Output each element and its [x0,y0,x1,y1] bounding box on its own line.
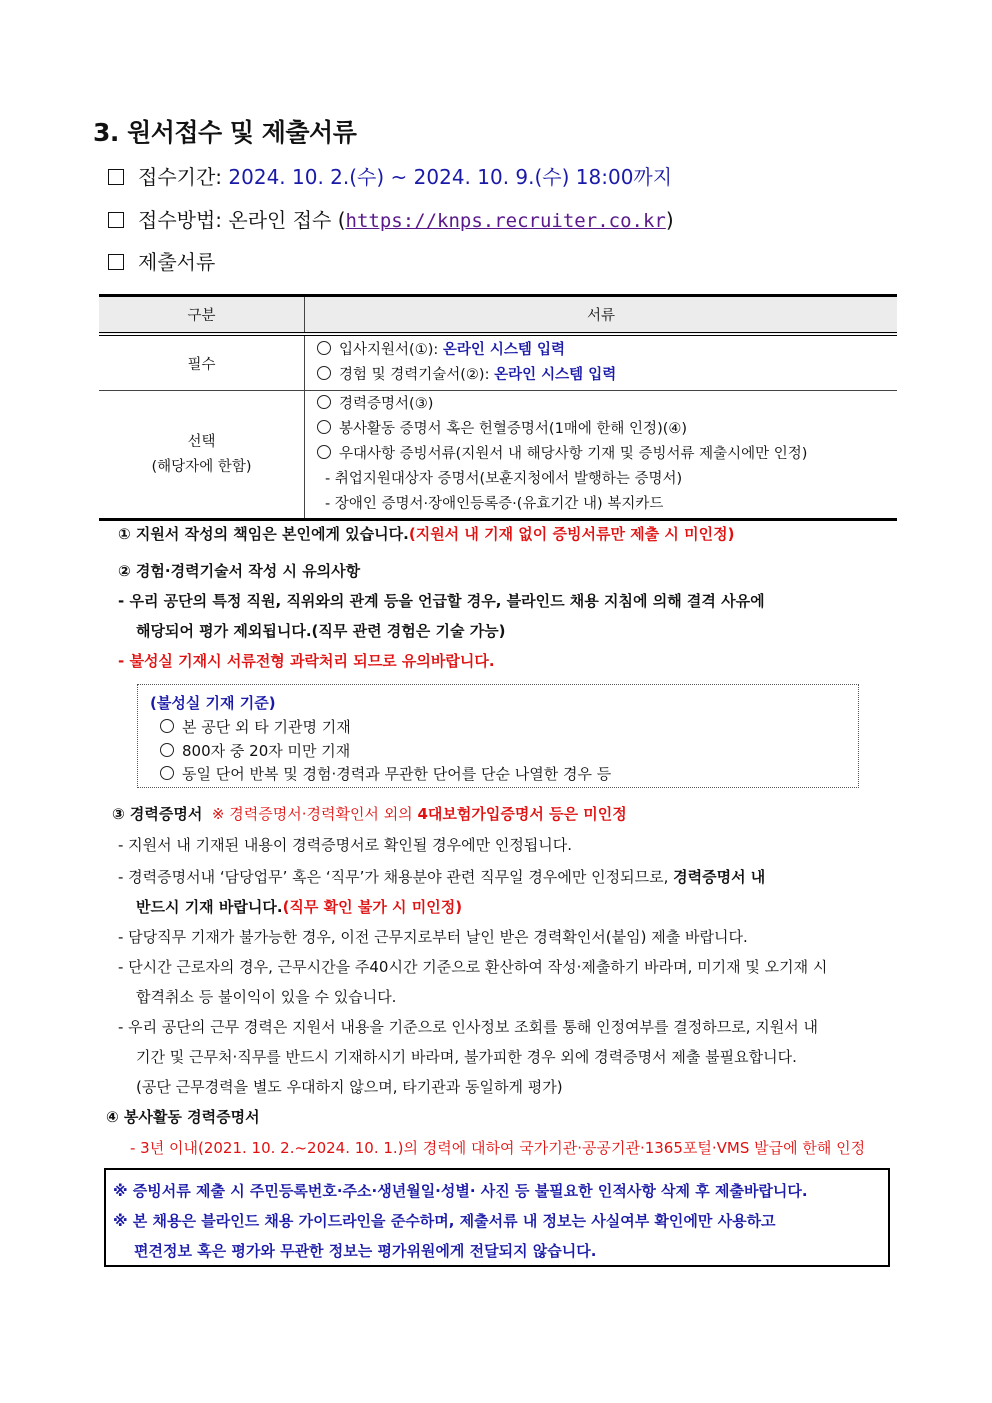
doc-subitem: - 취업지원대상자 증명서(보훈지청에서 발행하는 증명서) [325,471,683,487]
note-4-line: - 3년 이내(2021. 10. 2.~2024. 10. 1.)의 경력에 대하여 국가기관·공공기관·1365포털·VMS 발급에 한해 인정 [130,1139,866,1157]
doc-subitem: - 장애인 증명서·장애인등록증·(유효기간 내) 복지카드 [325,496,664,512]
header-category: 구분 [99,296,305,335]
documents-table [99,294,897,521]
note-1: ① 지원서 작성의 책임은 본인에게 있습니다.(지원서 내 기재 없이 증빙서류만 제출 시 미인정) [118,525,735,543]
note-3-line8: 기간 및 근무처·직무를 반드시 기재하시기 바라며, 불가피한 경우 외에 경력증명서 제출 불필요합니다. [136,1048,797,1066]
note-3-line2: - 경력증명서내 ‘담당업무’ 혹은 ‘직무’가 채용분야 관련 직무일 경우에만 인정되므로, 경력증명서 내 [118,868,766,886]
circle-bullet-icon [317,395,331,409]
note-3-line4: - 담당직무 기재가 불가능한 경우, 이전 근무지로부터 날인 받은 경력확인서(붙임) 제출 바랍니다. [118,928,748,946]
note-3-line9: (공단 근무경력을 별도 우대하지 않으며, 타기관과 동일하게 평가) [136,1078,563,1096]
checkbox-square-icon [108,212,124,228]
criteria-item: 본 공단 외 타 기관명 기재 [160,716,351,737]
checkbox-square-icon [108,169,124,185]
note-2-line2: 해당되어 평가 제외됩니다.(직무 관련 경험은 기술 가능) [136,622,506,640]
criteria-title: (불성실 기재 기준) [150,694,276,712]
period-value: 2024. 10. 2.(수) ~ 2024. 10. 9.(수) 18:00까지 [228,165,673,189]
note-3-line6: 합격취소 등 불이익이 있을 수 있습니다. [136,988,397,1006]
period-label: 접수기간: [138,165,223,189]
docs-label: 제출서류 [138,250,216,274]
note-3-line3: 반드시 기재 바랍니다.(직무 확인 불가 시 미인정) [136,898,463,916]
category-optional: 선택 (해당자에 한함) [99,391,305,520]
bullet-period [108,161,672,190]
doc-item: 우대사항 증빙서류(지원서 내 해당사항 기재 및 증빙서류 제출시에만 인정) [317,442,896,467]
notice-line-1: ※ 증빙서류 제출 시 주민등록번호·주소·생년월일·성별· 사진 등 불필요한 인적사항 삭제 후 제출바랍니다. [113,1182,808,1200]
note-4-title: ④ 봉사활동 경력증명서 [106,1108,260,1126]
note-2-warning: - 불성실 기재시 서류전형 과락처리 되므로 유의바랍니다. [118,652,495,670]
circle-bullet-icon [317,366,331,380]
notice-line-2: ※ 본 채용은 블라인드 채용 가이드라인을 준수하며, 제출서류 내 정보는 사실여부 확인에만 사용하고 [113,1212,776,1230]
criteria-box [137,684,859,788]
header-documents: 서류 [305,296,898,335]
circle-bullet-icon [317,341,331,355]
bullet-docs [108,246,215,275]
privacy-notice-box [104,1168,890,1267]
note-3-line7: - 우리 공단의 근무 경력은 지원서 내용을 기준으로 인사정보 조회를 통해 인정여부를 결정하므로, 지원서 내 [118,1018,819,1036]
note-3-title: ③ 경력증명서 ※ 경력증명서·경력확인서 외의 4대보험가입증명서 등은 미인정 [112,805,627,823]
note-3-line1: - 지원서 내 기재된 내용이 경력증명서로 확인될 경우에만 인정됩니다. [118,836,573,854]
category-required: 필수 [99,334,305,391]
circle-bullet-icon [160,743,174,757]
notice-line-3: 편견정보 혹은 평가와 무관한 정보는 평가위원에게 전달되지 않습니다. [134,1242,597,1260]
method-label: 접수방법: [138,208,223,232]
note-3-line5: - 단시간 근로자의 경우, 근무시간을 주40시간 기준으로 환산하여 작성·제출하기 바라며, 미기재 및 오기재 시 [118,958,828,976]
circle-bullet-icon [317,445,331,459]
circle-bullet-icon [317,420,331,434]
recruit-site-link[interactable]: https://knps.recruiter.co.kr [345,210,666,232]
circle-bullet-icon [160,719,174,733]
table-row-optional [99,391,897,520]
doc-item: 봉사활동 증명서 혹은 헌혈증명서(1매에 한해 인정)(④) [317,417,896,442]
table-row-required [99,334,897,391]
criteria-item: 동일 단어 반복 및 경험·경력과 무관한 단어를 단순 나열한 경우 등 [160,763,611,784]
method-value: 온라인 접수 [228,208,332,232]
note-2-line1: - 우리 공단의 특정 직원, 직위와의 관계 등을 언급할 경우, 블라인드 채용 지침에 의해 결격 사유에 [118,592,765,610]
bullet-method: 접수방법: 온라인 접수 (https://knps.recruiter.co.kr) [108,204,674,233]
section-title: 3. 원서접수 및 제출서류 [93,118,357,147]
criteria-item: 800자 중 20자 미만 기재 [160,740,350,761]
doc-item: 입사지원서(①): 온라인 시스템 입력 [317,338,896,363]
doc-item: 경험 및 경력기술서(②): 온라인 시스템 입력 [317,363,896,388]
note-2-title: ② 경험·경력기술서 작성 시 유의사항 [118,562,361,580]
doc-item: 경력증명서(③) [317,392,896,417]
circle-bullet-icon [160,766,174,780]
checkbox-square-icon [108,254,124,270]
